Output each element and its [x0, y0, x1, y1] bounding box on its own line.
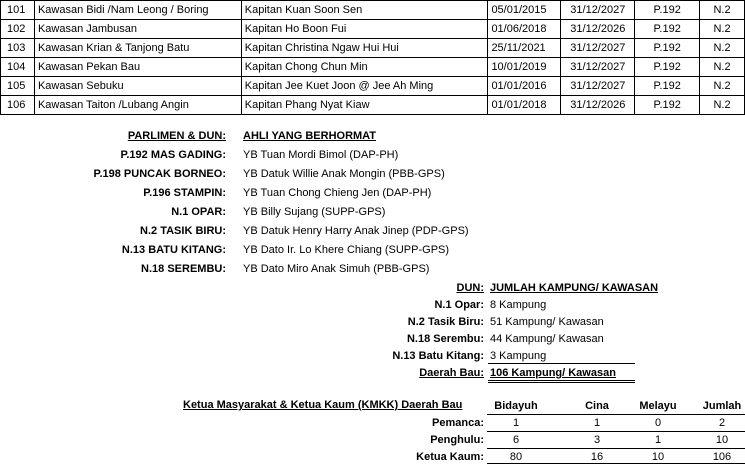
total-bottom-line-2	[488, 382, 635, 383]
daerah-bau-total: 106 Kampung/ Kawasan	[490, 367, 616, 379]
ahli-header: AHLI YANG BERHORMAT	[243, 130, 377, 142]
tarikh-tamat-cell: 31/12/2027	[561, 77, 635, 96]
parlimen-cell: P.192	[635, 77, 700, 96]
tarikh-tamat-cell: 31/12/2027	[561, 39, 635, 58]
row-number: 105	[1, 77, 35, 96]
kampung-count: 51 Kampung/ Kawasan	[490, 316, 604, 328]
daerah-bau-label: Daerah Bau:	[419, 367, 484, 379]
parlimen-cell: P.192	[635, 96, 700, 115]
row-number: 101	[1, 1, 35, 20]
table-row	[1, 20, 745, 39]
kmkk-row-line-3	[487, 463, 745, 464]
ahli-name: YB Datuk Willie Anak Mongin (PBB-GPS)	[243, 168, 445, 180]
kmkk-value: 0	[654, 417, 662, 429]
dun-label: N.18 Serembu:	[406, 333, 484, 345]
kawasan-cell: Kawasan Taiton /Lubang Angin	[34, 96, 241, 115]
tarikh-tamat-cell: 31/12/2026	[561, 20, 635, 39]
kapitan-table-body	[1, 1, 745, 115]
tarikh-mula-cell: 05/01/2015	[488, 1, 561, 20]
tarikh-mula-cell: 01/01/2016	[488, 77, 561, 96]
total-top-line	[488, 363, 635, 364]
kmkk-row-label: Ketua Kaum:	[416, 451, 484, 463]
ahli-name: YB Tuan Chong Chieng Jen (DAP-PH)	[243, 187, 432, 199]
kapitan-cell: Kapitan Phang Nyat Kiaw	[241, 96, 488, 115]
kawasan-cell: Kawasan Sebuku	[34, 77, 241, 96]
dun-cell: N.2	[700, 58, 745, 77]
tarikh-mula-cell: 25/11/2021	[488, 39, 561, 58]
dun-label: N.1 Opar:	[434, 299, 484, 311]
ahli-name: YB Billy Sujang (SUPP-GPS)	[243, 206, 386, 218]
kmkk-value: 6	[512, 434, 520, 446]
table-row	[1, 1, 745, 20]
tarikh-tamat-cell: 31/12/2026	[561, 96, 635, 115]
kmkk-header-line	[487, 414, 745, 415]
seat-label: N.2 TASIK BIRU:	[140, 225, 226, 237]
kmkk-value: 10	[651, 451, 665, 463]
kapitan-cell: Kapitan Jee Kuet Joon @ Jee Ah Ming	[241, 77, 488, 96]
kmkk-value: 16	[590, 451, 604, 463]
dun-cell: N.2	[700, 77, 745, 96]
kampung-count: 44 Kampung/ Kawasan	[490, 333, 604, 345]
dun-cell: N.2	[700, 39, 745, 58]
kapitan-cell: Kapitan Christina Ngaw Hui Hui	[241, 39, 488, 58]
ahli-name: YB Datuk Henry Harry Anak Jinep (PDP-GPS)	[243, 225, 469, 237]
kapitan-cell: Kapitan Kuan Soon Sen	[241, 1, 488, 20]
row-number: 104	[1, 58, 35, 77]
kawasan-cell: Kawasan Krian & Tanjong Batu	[34, 39, 241, 58]
kmkk-value: 2	[718, 417, 726, 429]
ahli-name: YB Dato Miro Anak Simuh (PBB-GPS)	[243, 263, 430, 275]
dun-label: N.2 Tasik Biru:	[407, 316, 484, 328]
row-number: 106	[1, 96, 35, 115]
kmkk-col-header: Melayu	[639, 400, 677, 412]
seat-label: P.196 STAMPIN:	[143, 187, 226, 199]
dun-label: N.13 Batu Kitang:	[392, 350, 484, 362]
kmkk-row-label: Pemanca:	[432, 417, 484, 429]
dun-cell: N.2	[700, 20, 745, 39]
kapitan-cell: Kapitan Ho Boon Fui	[241, 20, 488, 39]
total-bottom-line-1	[488, 380, 635, 381]
kapitan-cell: Kapitan Chong Chun Min	[241, 58, 488, 77]
kmkk-col-header: Cina	[585, 400, 609, 412]
table-row	[1, 58, 745, 77]
kawasan-cell: Kawasan Pekan Bau	[34, 58, 241, 77]
table-row	[1, 96, 745, 115]
kmkk-col-header: Jumlah	[702, 400, 742, 412]
kapitan-table	[0, 0, 745, 115]
jumlah-header: JUMLAH KAMPUNG/ KAWASAN	[490, 282, 659, 294]
kmkk-value: 3	[593, 434, 601, 446]
kampung-count: 3 Kampung	[490, 350, 547, 362]
kawasan-cell: Kawasan Bidi /Nam Leong / Boring	[34, 1, 241, 20]
seat-label: N.1 OPAR:	[171, 206, 226, 218]
seat-label: N.18 SEREMBU:	[141, 263, 226, 275]
kawasan-cell: Kawasan Jambusan	[34, 20, 241, 39]
row-number: 103	[1, 39, 35, 58]
kmkk-value: 1	[593, 417, 601, 429]
kmkk-value: 10	[715, 434, 729, 446]
tarikh-tamat-cell: 31/12/2027	[561, 58, 635, 77]
table-row	[1, 77, 745, 96]
tarikh-mula-cell: 01/01/2018	[488, 96, 561, 115]
dun-header: DUN:	[456, 282, 484, 294]
ahli-name: YB Dato Ir. Lo Khere Chiang (SUPP-GPS)	[243, 244, 450, 256]
table-row	[1, 39, 745, 58]
dun-cell: N.2	[700, 1, 745, 20]
kmkk-col-header: Bidayuh	[494, 400, 538, 412]
parlimen-cell: P.192	[635, 1, 700, 20]
kmkk-row-line-1	[487, 431, 745, 432]
seat-label: N.13 BATU KITANG:	[121, 244, 226, 256]
kmkk-value: 80	[509, 451, 523, 463]
parlimen-cell: P.192	[635, 58, 700, 77]
ahli-name: YB Tuan Mordi Bimol (DAP-PH)	[243, 149, 399, 161]
kmkk-value: 1	[512, 417, 520, 429]
parlimen-dun-header: PARLIMEN & DUN:	[127, 130, 226, 142]
kampung-count: 8 Kampung	[490, 299, 547, 311]
kmkk-value: 106	[712, 451, 732, 463]
seat-label: P.192 MAS GADING:	[120, 149, 226, 161]
kmkk-row-line-2	[487, 448, 745, 449]
seat-label: P.198 PUNCAK BORNEO:	[93, 168, 226, 180]
parlimen-cell: P.192	[635, 39, 700, 58]
row-number: 102	[1, 20, 35, 39]
kmkk-title: Ketua Masyarakat & Ketua Kaum (KMKK) Daerah Bau	[183, 399, 463, 411]
kmkk-row-label: Penghulu:	[430, 434, 484, 446]
tarikh-mula-cell: 01/06/2018	[488, 20, 561, 39]
dun-cell: N.2	[700, 96, 745, 115]
parlimen-cell: P.192	[635, 20, 700, 39]
tarikh-tamat-cell: 31/12/2027	[561, 1, 635, 20]
tarikh-mula-cell: 10/01/2019	[488, 58, 561, 77]
kmkk-value: 1	[654, 434, 662, 446]
